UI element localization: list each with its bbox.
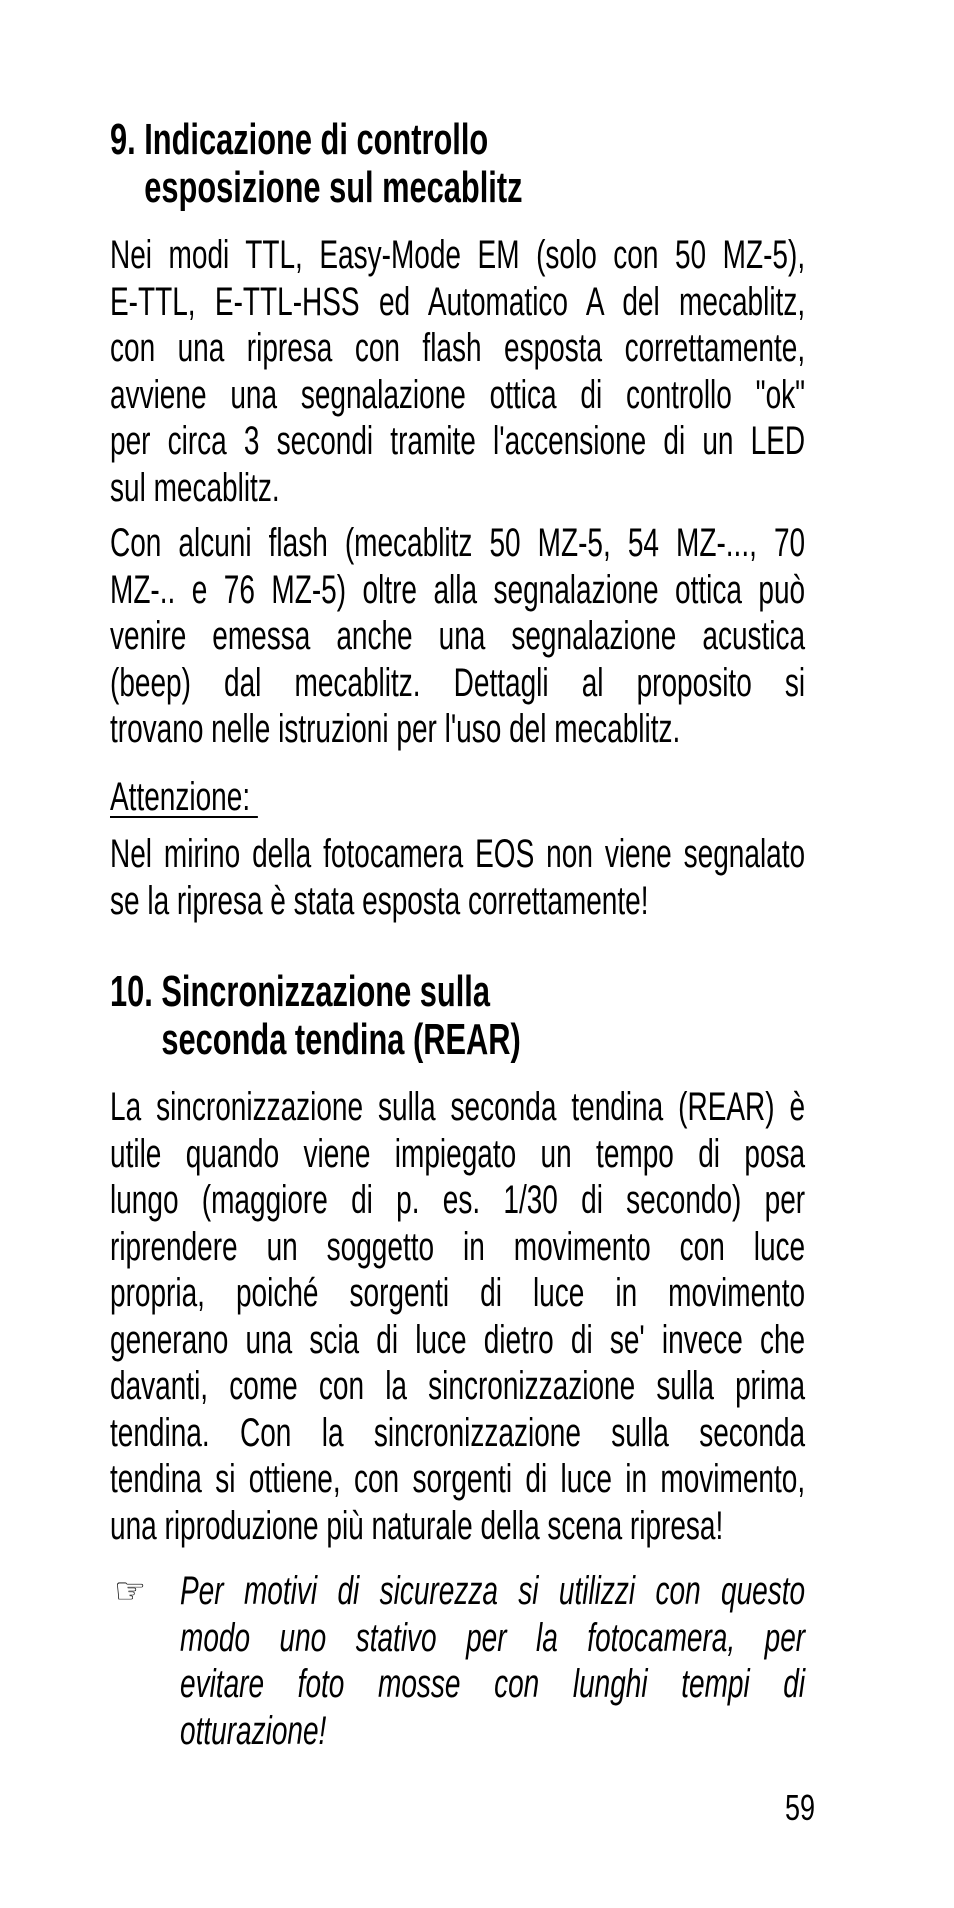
text-line: tendina. Con la sincronizzazione sulla seconda [110,1410,806,1455]
section-9-paragraph-2 [110,520,805,753]
text-line: generano una scia di luce dietro di se' invece che [110,1317,806,1362]
text-line: se la ripresa è stata esposta correttamente! [110,878,649,923]
section-10-title-line-2: seconda tendina (REAR) [161,1015,521,1064]
text-line: Con alcuni flash (mecablitz 50 MZ-5, 54 MZ-..., 70 [110,521,806,565]
page-number: 59 [785,1787,816,1828]
text-line: Per motivi di sicurezza si utilizzi con questo [180,1569,806,1613]
text-line: per circa 3 secondi tramite l'accensione di un LED [110,419,806,463]
text-line: (beep) dal mecablitz. Dettagli al proposito si [110,660,806,705]
section-10-heading [110,968,805,1064]
text-line: MZ-.. e 76 MZ-5) oltre alla segnalazione ottica può [110,567,806,612]
text-line: davanti, come con la sincronizzazione sulla prima [110,1364,806,1408]
text-line: evitare foto mosse con lunghi tempi di [180,1662,806,1706]
section-9-title-line-2: esposizione sul mecablitz [144,163,523,212]
section-9-paragraph-1 [110,232,805,511]
text-line: trovano nelle istruzioni per l'uso del mecablitz. [110,707,681,751]
text-line: tendina si ottiene, con sorgenti di luce in movimento, [110,1457,806,1501]
section-10-paragraph-1 [110,1084,805,1549]
section-10-number: 10. [110,967,162,1016]
text-line: con una ripresa con flash esposta correttamente, [110,326,806,370]
text-line: lungo (maggiore di p. es. 1/30 di secondo) per [110,1178,806,1222]
text-line: Nei modi TTL, Easy-Mode EM (solo con 50 MZ-5), [110,233,806,277]
pointing-hand-icon: ☞ [114,1571,147,1612]
text-line: utile quando viene impiegato un tempo di posa [110,1131,806,1176]
attention-text [110,831,805,924]
section-9-heading [110,116,805,212]
text-line: otturazione! [180,1708,327,1753]
attention-label: Attenzione: [110,775,258,819]
section-9-number: 9. [110,115,145,164]
text-line: avviene una segnalazione ottica di controllo "ok" [110,372,806,417]
text-line: venire emessa anche una segnalazione acustica [110,614,806,658]
attention-block [110,774,805,821]
section-9 [110,116,805,212]
text-line: sul mecablitz. [110,465,280,510]
text-line: riprendere un soggetto in movimento con luce [110,1224,806,1269]
text-line: una riproduzione più naturale della scena ripresa! [110,1503,724,1548]
section-10-title-line-1: Sincronizzazione sulla [161,967,490,1016]
text-line: propria, poiché sorgenti di luce in movimento [110,1271,806,1315]
text-line: Nel mirino della fotocamera EOS non viene segnalato [110,832,806,876]
section-10 [110,968,805,1064]
text-line: E-TTL, E-TTL-HSS ed Automatico A del mecablitz, [110,279,806,324]
section-9-title-line-1: Indicazione di controllo [144,115,489,164]
text-line: La sincronizzazione sulla seconda tendina (REAR) è [110,1085,806,1129]
text-line: modo uno stativo per la fotocamera, per [180,1615,806,1660]
